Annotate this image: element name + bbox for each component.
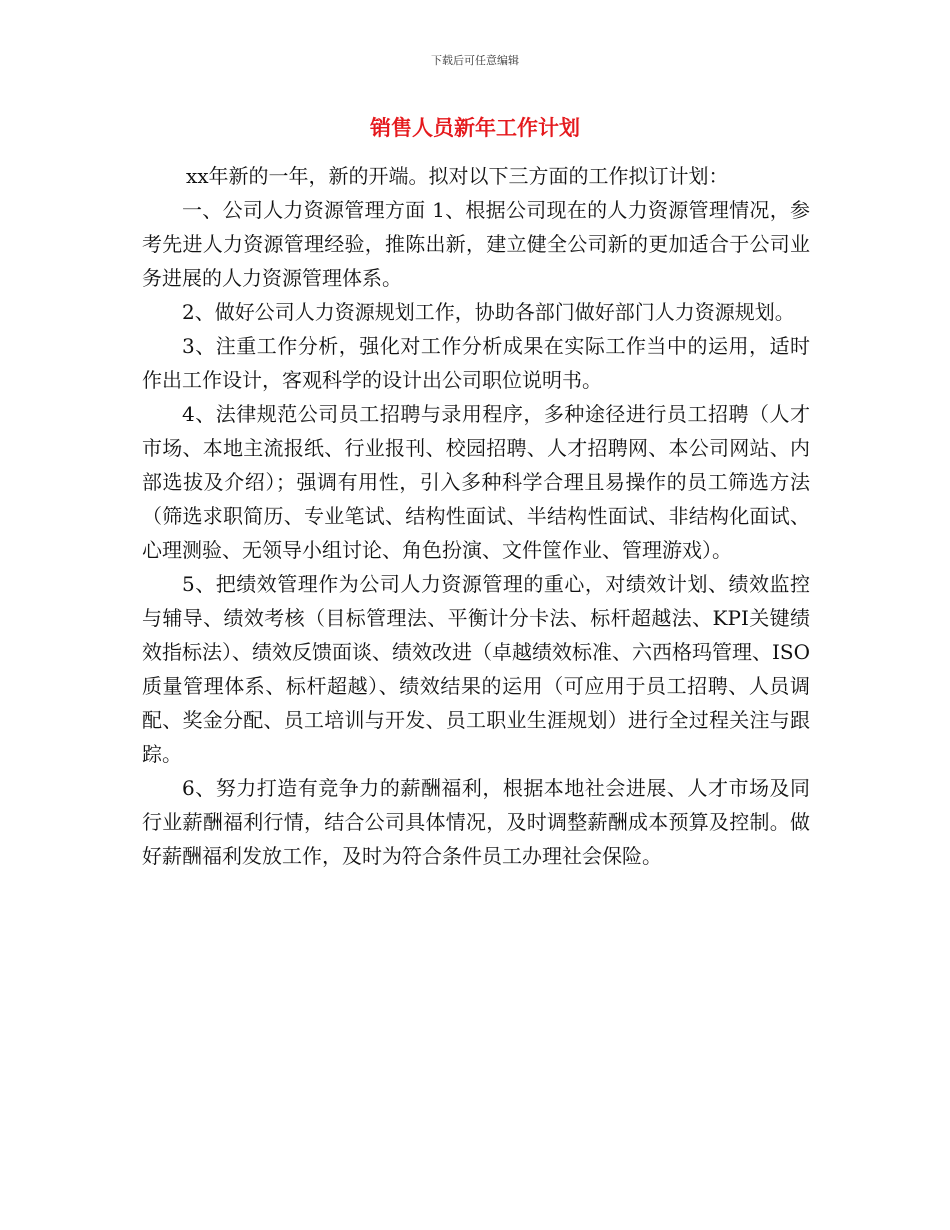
- paragraph-intro: xx年新的一年，新的开端。拟对以下三方面的工作拟订计划：: [186, 164, 729, 188]
- paragraph-performance: 5、把绩效管理作为公司人力资源管理的重心，对绩效计划、绩效监控与辅导、绩效考核（目标管理法、平衡计分卡法、标杆超越法、KPI关键绩效指标法）、绩效反馈面谈、绩效改进（卓越绩效标准、六西格玛管理、ISO质量管理体系、标杆超越）、绩效结果的运用（可应用于员工招聘、人员调配、奖金分配、员工培训与开发、员工职业生涯规划）进行全过程关注与跟踪。: [142, 572, 810, 766]
- header-note: 下载后可任意编辑: [431, 54, 519, 67]
- paragraph-job-analysis: 3、注重工作分析，强化对工作分析成果在实际工作当中的运用，适时作出工作设计，客观科学的设计出公司职位说明书。: [142, 334, 810, 392]
- paragraph-hr-planning: 2、做好公司人力资源规划工作，协助各部门做好部门人力资源规划。: [182, 300, 795, 324]
- document-body: [142, 159, 810, 873]
- paragraph-hr-system: 一、公司人力资源管理方面 1、根据公司现在的人力资源管理情况，参考先进人力资源管理经验，推陈出新，建立健全公司新的更加适合于公司业务进展的人力资源管理体系。: [142, 198, 810, 290]
- paragraph-compensation: 6、努力打造有竞争力的薪酬福利，根据本地社会进展、人才市场及同行业薪酬福利行情，结合公司具体情况，及时调整薪酬成本预算及控制。做好薪酬福利发放工作，及时为符合条件员工办理社会保险。: [142, 776, 810, 868]
- document-title: 销售人员新年工作计划: [370, 116, 580, 140]
- paragraph-recruitment: 4、法律规范公司员工招聘与录用程序，多种途径进行员工招聘（人才市场、本地主流报纸、行业报刊、校园招聘、人才招聘网、本公司网站、内部选拔及介绍）；强调有用性，引入多种科学合理且易操作的员工筛选方法（筛选求职简历、专业笔试、结构性面试、半结构性面试、非结构化面试、心理测验、无领导小组讨论、角色扮演、文件筐作业、管理游戏）。: [142, 402, 810, 562]
